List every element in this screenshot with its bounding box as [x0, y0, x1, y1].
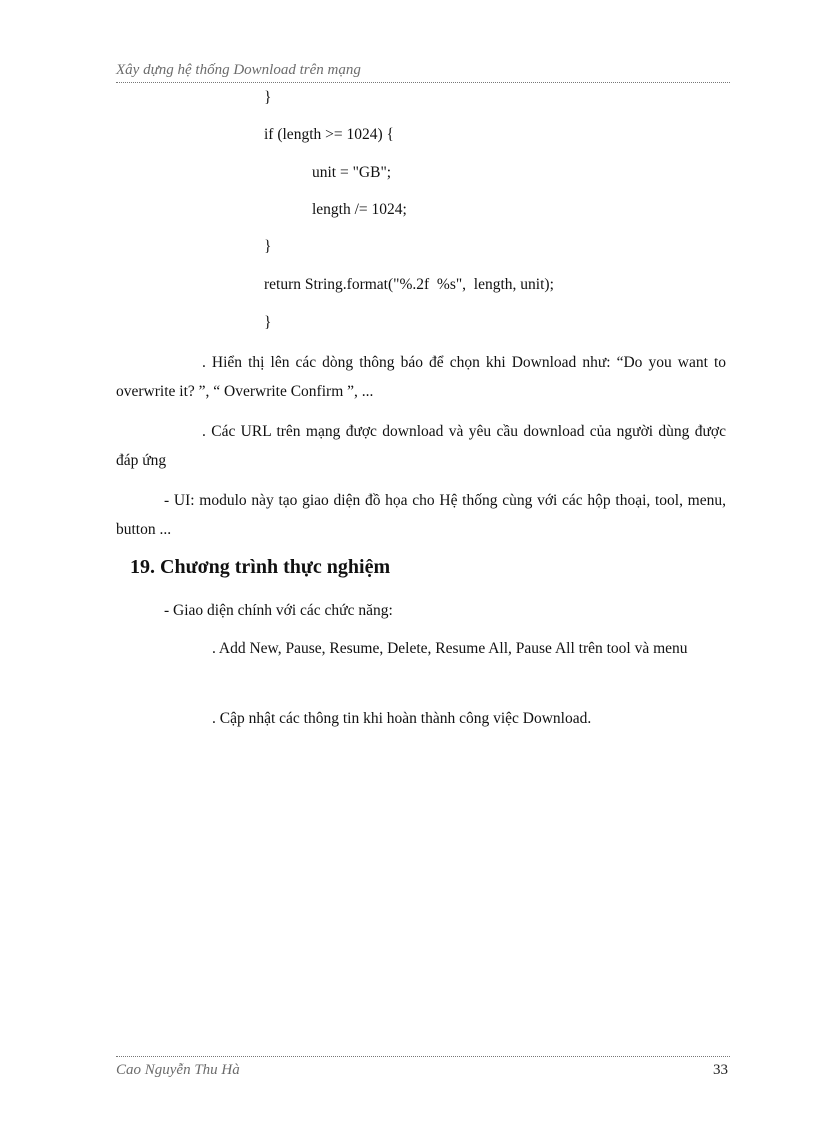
paragraph-url [116, 417, 726, 475]
section-heading: 19. Chương trình thực nghiệm [130, 556, 391, 578]
footer-divider [116, 1056, 730, 1057]
running-header: Xây dựng hệ thống Download trên mạng [116, 62, 361, 78]
code-line-2: if (length >= 1024) { [264, 126, 394, 143]
header-divider [116, 82, 730, 83]
code-line-7: } [264, 314, 272, 331]
code-line-5: } [264, 238, 272, 255]
paragraph-update-info-text: . Cập nhật các thông tin khi hoàn thành công việc Download. [212, 710, 592, 727]
code-line-3: unit = "GB"; [312, 164, 392, 181]
footer-author: Cao Nguyễn Thu Hà [116, 1062, 240, 1078]
paragraph-main-ui [116, 596, 726, 625]
paragraph-ui [116, 486, 726, 544]
paragraph-update-info [116, 704, 726, 733]
paragraph-notification-text: . Hiển thị lên các dòng thông báo để chọn khi Download như: “Do you want to overwrite it? ”, “ Overwrite Confirm ”, ... [116, 354, 726, 400]
paragraph-toolbar-functions [122, 634, 726, 663]
paragraph-main-ui-text: - Giao diện chính với các chức năng: [164, 602, 393, 619]
paragraph-url-text: . Các URL trên mạng được download và yêu cầu download của người dùng được đáp ứng [116, 423, 726, 469]
paragraph-notification [116, 348, 726, 406]
page-number: 33 [713, 1062, 728, 1078]
paragraph-ui-text: - UI: modulo này tạo giao diện đồ họa cho Hệ thống cùng với các hộp thoại, tool, menu, button ... [116, 492, 726, 538]
paragraph-toolbar-functions-text: . Add New, Pause, Resume, Delete, Resume All, Pause All trên tool và menu [212, 640, 688, 657]
code-line-1: } [264, 89, 272, 106]
code-line-6: return String.format("%.2f %s", length, unit); [264, 276, 554, 293]
code-line-4: length /= 1024; [312, 201, 407, 218]
